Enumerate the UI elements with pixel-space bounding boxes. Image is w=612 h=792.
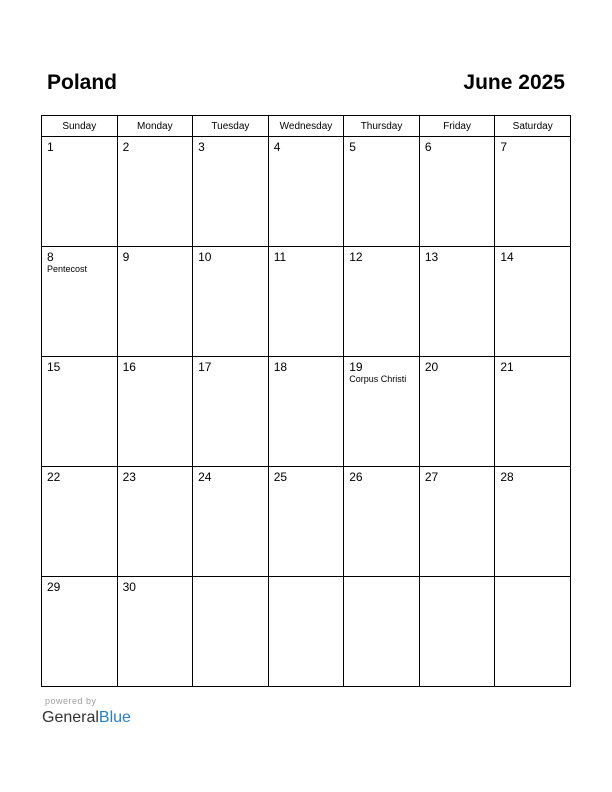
day-number: 2 [122,140,130,154]
weekday-header: Wednesday [268,116,344,137]
calendar-day-cell [117,247,193,357]
day-number: 14 [500,250,514,264]
weekday-header: Friday [419,116,495,137]
calendar-week-row [42,467,571,577]
day-number: 25 [273,470,288,484]
holiday-label: Corpus Christi [349,374,407,384]
calendar-day-cell [344,357,420,467]
day-number: 17 [198,360,212,374]
day-number: 18 [273,360,288,374]
calendar-day-cell [268,137,344,247]
day-number: 27 [424,470,439,484]
calendar-day-cell [193,247,269,357]
calendar-week-row [42,577,571,687]
day-number [420,577,495,580]
calendar-day-cell [268,467,344,577]
weekday-header: Monday [117,116,193,137]
weekday-header: Tuesday [193,116,269,137]
calendar-day-cell [42,467,118,577]
calendar-grid [41,115,571,687]
holiday-label: Pentecost [47,264,88,274]
day-number [344,577,419,580]
brand-footer [42,696,131,728]
calendar-day-cell [419,467,495,577]
calendar-day-cell [42,357,118,467]
calendar-day-cell [495,137,571,247]
calendar-day-cell [419,357,495,467]
calendar-day-cell [42,577,118,687]
calendar-day-cell [419,137,495,247]
day-number: 15 [47,360,61,374]
weekday-header-row [42,116,571,137]
calendar-day-cell [495,577,571,687]
brand-logo-blue: Blue [98,709,131,726]
calendar-day-cell [344,247,420,357]
day-number: 29 [47,580,61,594]
calendar-day-cell [495,247,571,357]
calendar-day-cell [268,357,344,467]
day-number: 9 [122,250,130,264]
day-number [269,577,344,580]
day-number: 7 [500,140,508,154]
calendar-day-cell [495,357,571,467]
calendar-day-cell [193,137,269,247]
powered-by-text: powered by [45,696,97,706]
calendar-day-cell [42,247,118,357]
calendar-day-cell [344,467,420,577]
calendar-day-cell [193,357,269,467]
day-number: 4 [273,140,281,154]
weekday-header: Sunday [42,116,118,137]
day-number: 19 [349,360,363,374]
day-number: 26 [349,470,363,484]
calendar-day-cell [117,357,193,467]
day-number: 6 [424,140,432,154]
weekday-header: Thursday [344,116,420,137]
day-number: 20 [424,360,439,374]
day-number: 28 [500,470,514,484]
day-number: 5 [349,140,356,154]
day-number: 8 [47,250,54,264]
calendar-day-cell [117,467,193,577]
calendar-day-cell [268,577,344,687]
calendar-day-cell [42,137,118,247]
day-number: 21 [500,360,514,374]
calendar-day-cell [117,577,193,687]
weekday-header: Saturday [495,116,571,137]
calendar-week-row [42,137,571,247]
calendar-day-cell [495,467,571,577]
day-number: 16 [122,360,136,374]
calendar-day-cell [344,577,420,687]
calendar-week-row [42,247,571,357]
calendar-day-cell [419,247,495,357]
day-number: 23 [122,470,136,484]
calendar-week-row [42,357,571,467]
calendar-day-cell [268,247,344,357]
calendar-day-cell [193,467,269,577]
brand-logo-general: General [42,709,99,726]
day-number: 1 [47,140,54,154]
calendar-day-cell [419,577,495,687]
day-number: 11 [273,250,287,264]
calendar-day-cell [193,577,269,687]
month-year-title: June 2025 [463,71,565,94]
day-number [193,577,268,580]
country-title: Poland [47,71,118,94]
day-number: 12 [349,250,363,264]
calendar-day-cell [117,137,193,247]
day-number: 30 [122,580,136,594]
day-number: 3 [198,140,205,154]
day-number: 10 [198,250,212,264]
calendar-day-cell [344,137,420,247]
brand-logo[interactable] [42,708,131,728]
day-number [495,577,570,580]
day-number: 22 [47,470,61,484]
day-number: 24 [198,470,212,484]
day-number: 13 [424,250,439,264]
